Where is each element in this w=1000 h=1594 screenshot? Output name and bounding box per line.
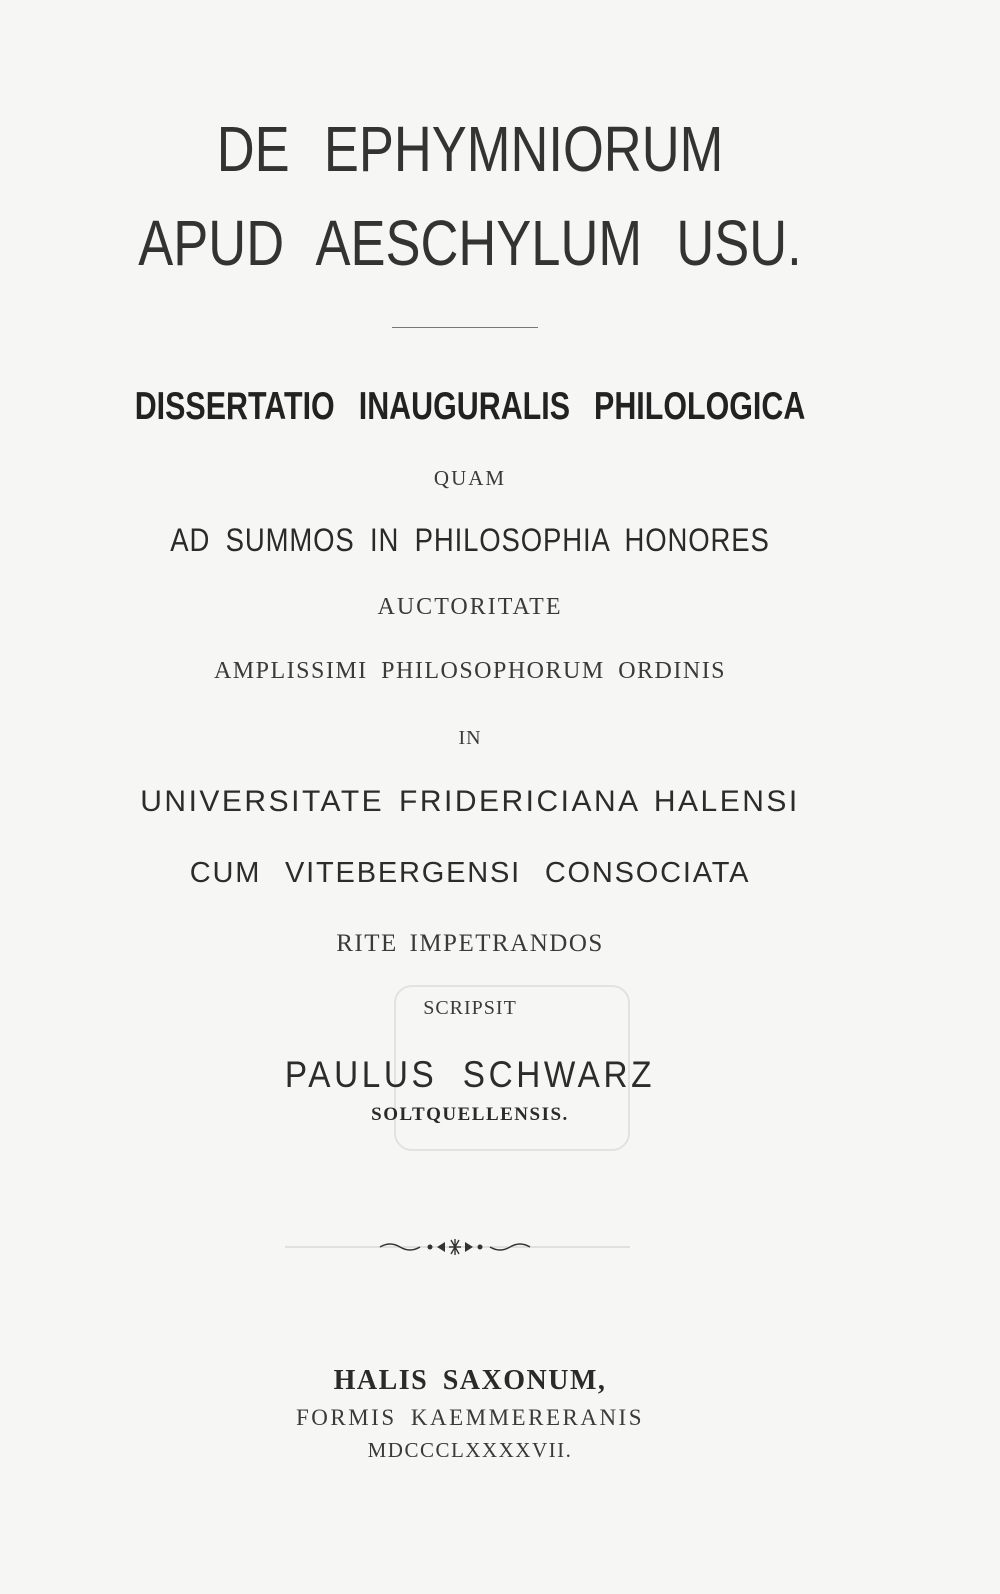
universitate-line: UNIVERSITATE FRIDERICIANA HALENSI [140,785,800,818]
ad-summos-line: AD SUMMOS IN PHILOSOPHIA HONORES [170,522,770,558]
scripsit-line: SCRIPSIT [423,997,517,1019]
cum-line: CUM VITEBERGENSI CONSOCIATA [189,857,751,889]
auctoritate-line: AUCTORITATE [377,594,563,620]
dissertation-heading: DISSERTATIO INAUGURALIS PHILOLOGICA [134,385,806,428]
author-name: PAULUS SCHWARZ [284,1054,656,1095]
imprint-place: HALIS SAXONUM, [333,1365,607,1396]
imprint-year: MDCCCLXXXXVII. [367,1438,573,1462]
title-rule [392,327,538,328]
author-origin: SOLTQUELLENSIS. [371,1104,569,1125]
title-line-2: APUD AESCHYLUM USU. [138,207,802,279]
in-line: IN [458,727,482,749]
rite-line: RITE IMPETRANDOS [336,930,604,957]
amplissimi-line: AMPLISSIMI PHILOSOPHORUM ORDINIS [213,658,727,684]
quam-line: QUAM [433,466,507,490]
title-line-1: DE EPHYMNIORUM [216,113,724,185]
ornament-divider [285,1232,630,1262]
imprint-printer: FORMIS KAEMMERERANIS [295,1405,644,1430]
